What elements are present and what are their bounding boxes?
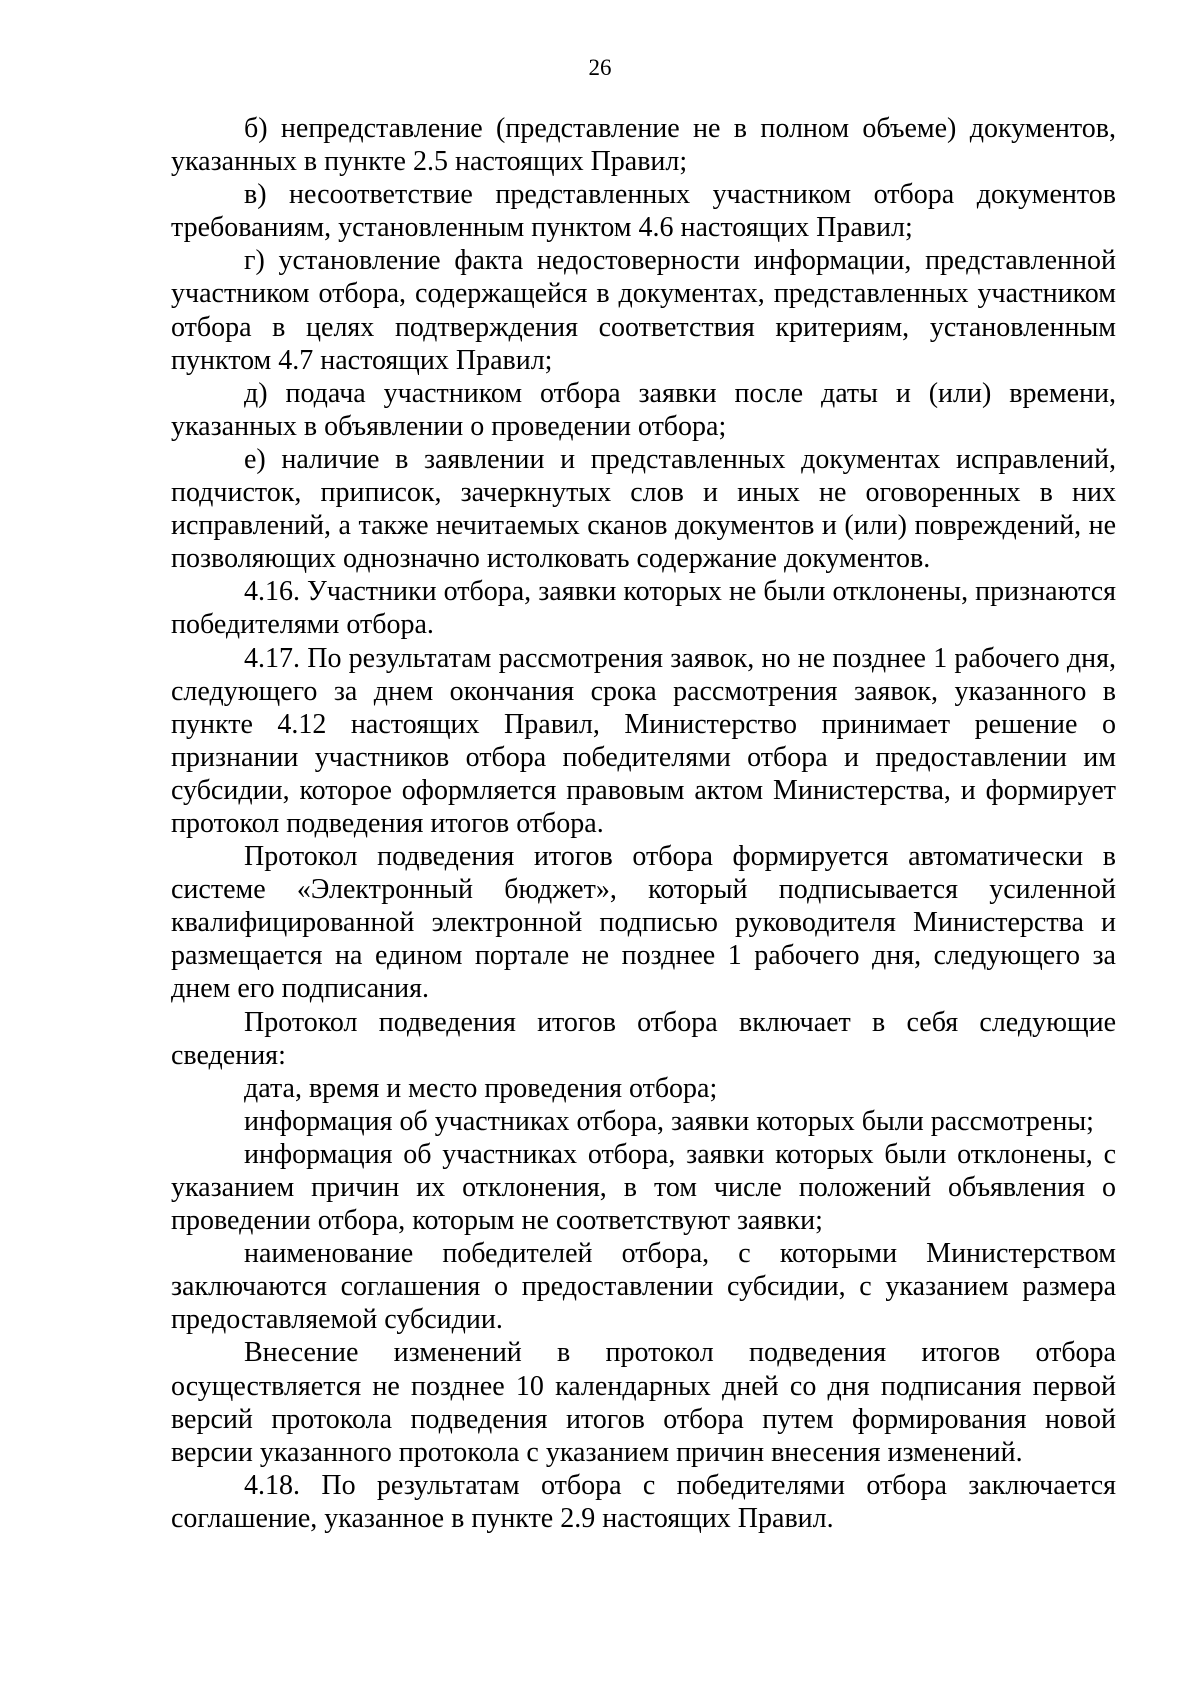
- paragraph-4-17: 4.17. По результатам рассмотрения заявок, но не позднее 1 рабочего дня, следующего за днем окончания срока рассмотрения заявок, указанного в пункте 4.12 настоящих Правил, Министерство принимает решение о признании участников отбора победителями отбора и предоставлении им субсидии, которое оформляется правовым актом Министерства, и формирует протокол подведения итогов отбора.: [171, 642, 1116, 839]
- paragraph-protocol-changes: Внесение изменений в протокол подведения итогов отбора осуществляется не позднее 10 календарных дней со дня подписания первой версий протокола подведения итогов отбора путем формирования новой версии указанного протокола с указанием причин внесения изменений.: [171, 1337, 1116, 1468]
- paragraph-item-g: г) установление факта недостоверности информации, представленной участником отбора, содержащейся в документах, представленных участником отбора в целях подтверждения соответствия критериям, установленным пунктом 4.7 настоящих Правил;: [171, 245, 1116, 376]
- paragraph-protocol-contents-intro: Протокол подведения итогов отбора включает в себя следующие сведения:: [171, 1006, 1116, 1071]
- paragraph-item-e: е) наличие в заявлении и представленных документах исправлений, подчисток, приписок, зачеркнутых слов и иных не оговоренных в них исправлений, а также нечитаемых сканов документов и (или) повреждений, не позволяющих однозначно истолковать содержание документов.: [171, 443, 1116, 575]
- document-body: [171, 112, 1116, 1535]
- paragraph-protocol-formation: Протокол подведения итогов отбора формируется автоматически в системе «Электронный бюджет», который подписывается усиленной квалифицированной электронной подписью руководителя Министерства и размещается на едином портале не позднее 1 рабочего дня, следующего за днем его подписания.: [171, 841, 1116, 1005]
- list-item-date-time-place: дата, время и место проведения отбора;: [244, 1072, 718, 1104]
- paragraph-item-b: б) непредставление (представление не в полном объеме) документов, указанных в пункте 2.5 настоящих Правил;: [171, 113, 1116, 178]
- paragraph-4-16: 4.16. Участники отбора, заявки которых не были отклонены, признаются победителями отбора.: [171, 576, 1116, 641]
- list-item-reviewed-participants: информация об участниках отбора, заявки которых были рассмотрены;: [244, 1105, 1094, 1137]
- paragraph-item-v: в) несоответствие представленных участником отбора документов требованиям, установленным пунктом 4.6 настоящих Правил;: [171, 179, 1116, 244]
- paragraph-item-d: д) подача участником отбора заявки после даты и (или) времени, указанных в объявлении о проведении отбора;: [171, 377, 1116, 442]
- list-item-winners: наименование победителей отбора, с которыми Министерством заключаются соглашения о предоставлении субсидии, с указанием размера предоставляемой субсидии.: [171, 1238, 1116, 1336]
- page-number: 26: [588, 55, 612, 80]
- paragraph-4-18: 4.18. По результатам отбора с победителями отбора заключается соглашение, указанное в пункте 2.9 настоящих Правил.: [171, 1469, 1116, 1534]
- list-item-rejected-participants: информация об участниках отбора, заявки которых были отклонены, с указанием причин их отклонения, в том числе положений объявления о проведении отбора, которым не соответствуют заявки;: [171, 1138, 1116, 1237]
